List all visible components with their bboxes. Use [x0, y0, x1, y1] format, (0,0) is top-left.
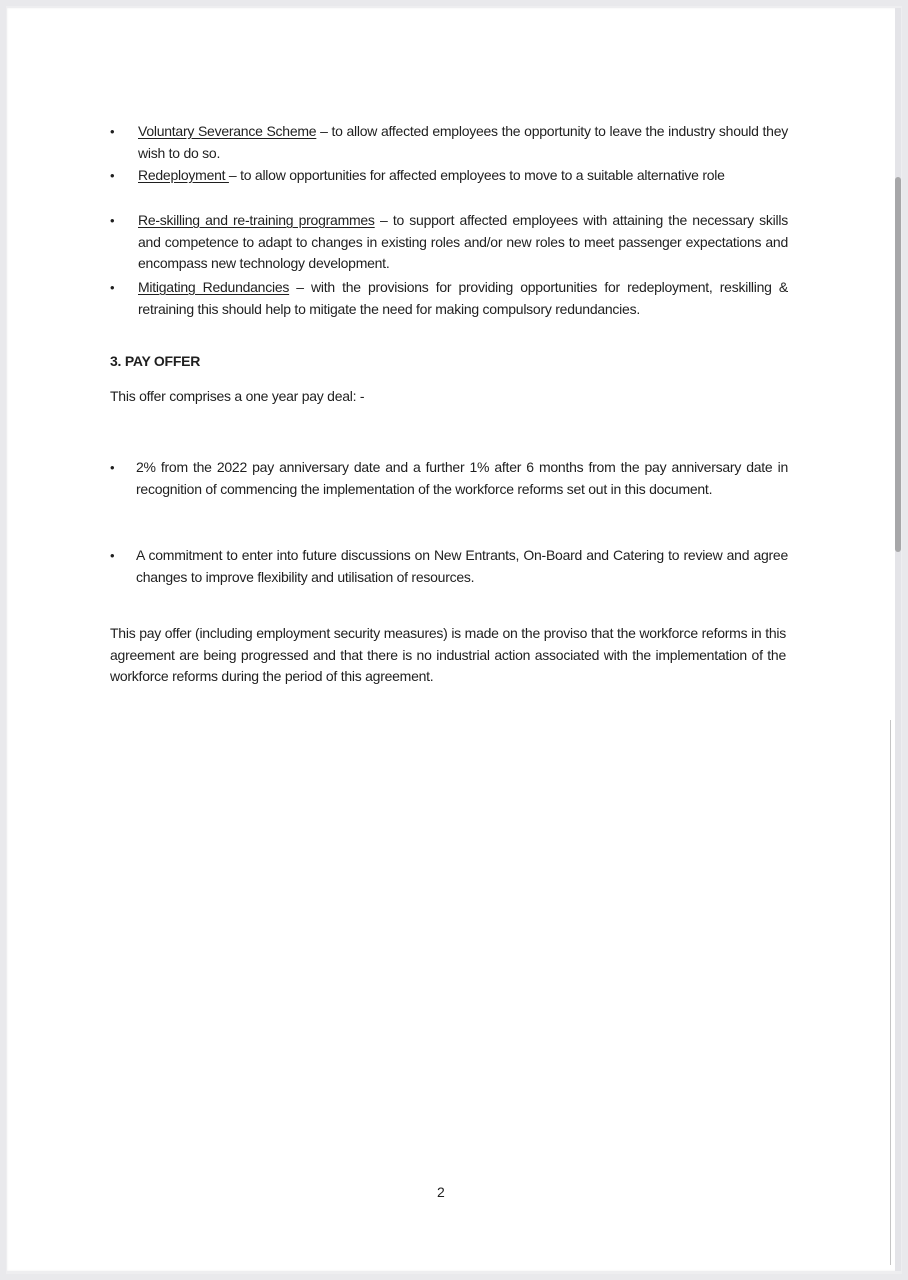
list-item-text	[138, 210, 788, 275]
list-item-text	[138, 277, 788, 320]
bullet-icon: •	[110, 548, 115, 563]
intro-paragraph: This offer comprises a one year pay deal: -	[110, 388, 365, 404]
list-item-text	[138, 165, 788, 187]
bullet-icon: •	[110, 280, 115, 295]
list-item-description: – with the provisions for providing opportunities for redeployment, reskilling & retraining this should help to mitigate the need for making compulsory redundancies.	[138, 279, 788, 317]
list-item-description: – to support affected employees with attaining the necessary skills and competence to adapt to changes in existing roles and/or new roles to meet passenger expectations and encompass new technology development.	[138, 212, 788, 271]
bullet-icon: •	[110, 124, 115, 139]
list-item-term: Redeployment	[138, 167, 229, 183]
list-item-text: A commitment to enter into future discussions on New Entrants, On-Board and Catering to review and agree changes to improve flexibility and utilisation of resources.	[136, 547, 788, 585]
bullet-icon: •	[110, 460, 115, 475]
list-item-text	[138, 121, 788, 164]
bullet-icon: •	[110, 168, 115, 183]
section-heading: 3. PAY OFFER	[110, 353, 201, 369]
closing-paragraph: This pay offer (including employment security measures) is made on the proviso that the workforce reforms in this agreement are being progressed and that there is no industrial action associated with the implementation of the workforce reforms during the period of this agreement.	[110, 625, 786, 684]
list-item-term: Mitigating Redundancies	[138, 279, 290, 295]
page-number: 2	[437, 1184, 445, 1200]
list-item-description: – to allow opportunities for affected employees to move to a suitable alternative role	[228, 167, 725, 183]
bullet-icon: •	[110, 213, 115, 228]
list-item-term: Re-skilling and re-training programmes	[138, 212, 375, 228]
list-item-term: Voluntary Severance Scheme	[138, 123, 317, 139]
list-item-text: 2% from the 2022 pay anniversary date and a further 1% after 6 months from the pay anniversary date in recognition of commencing the implementation of the workforce reforms set out in this document.	[136, 459, 788, 497]
list-item-description: – to allow affected employees the opportunity to leave the industry should they wish to do so.	[138, 123, 788, 161]
